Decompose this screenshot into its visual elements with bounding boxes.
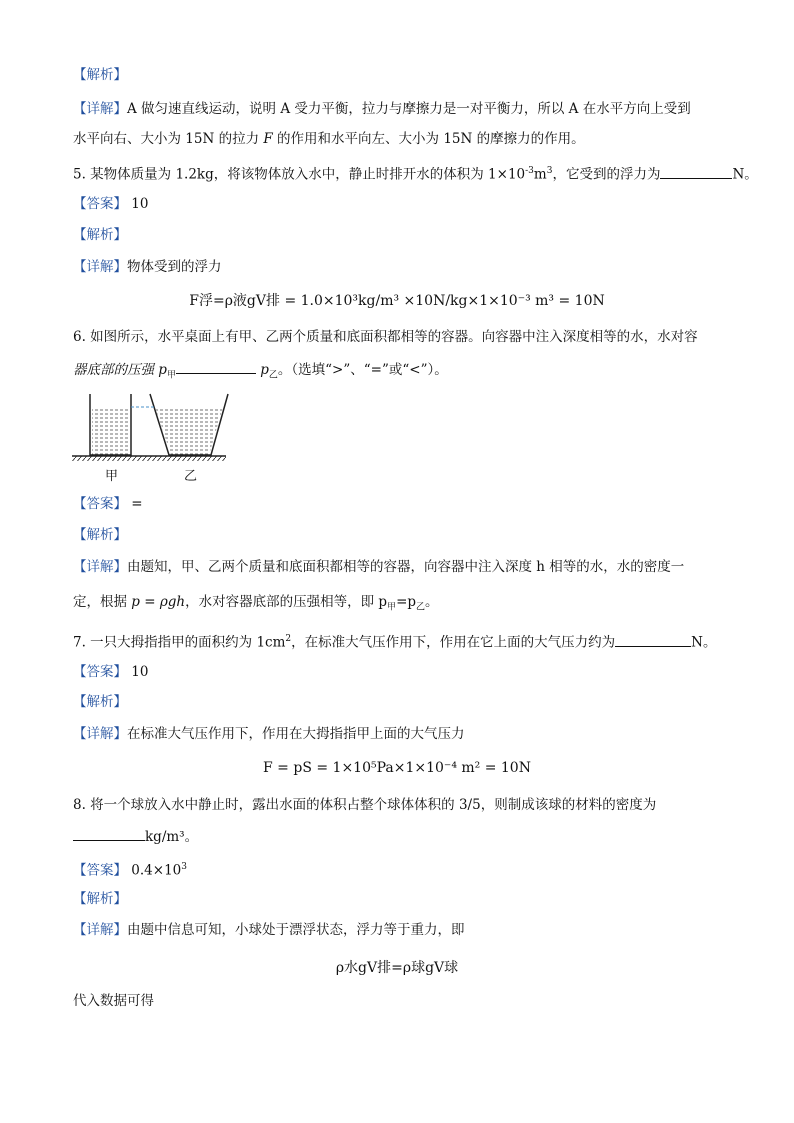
q7-answer: 【答案】 10 — [73, 664, 149, 680]
q8-question-line2: kg/m³。 — [73, 827, 198, 846]
q4-detail-line2: 水平向右、大小为 15N 的拉力 F 的作用和水平向左、大小为 15N 的摩擦力的作用。 — [73, 131, 585, 147]
figure-label-jia: 甲 — [105, 469, 119, 484]
q5-equation: F浮=ρ液gV排 = 1.0×10³kg/m³ ×10N/kg×1×10⁻³ m³ = 10N — [189, 293, 605, 309]
q4-detail-line1: 【详解】A 做匀速直线运动，说明 A 受力平衡，拉力与摩擦力是一对平衡力，所以 A 在水平方向上受到 — [73, 101, 691, 117]
q6-question-line2: 器底部的压强 $p_甲$ $p_乙$。（选填“>”、“=”或“<”）。 — [73, 362, 448, 381]
q7-analysis-heading: 【解析】 — [73, 694, 127, 710]
q6-detail-line1: 【详解】由题知，甲、乙两个质量和底面积都相等的容器，向容器中注入深度 h 相等的水，水的密度一 — [73, 559, 685, 575]
containers-figure — [70, 392, 230, 462]
q6-answer: 【答案】 = — [73, 496, 143, 512]
q8-analysis-heading: 【解析】 — [73, 891, 127, 907]
figure-label-yi: 乙 — [184, 469, 198, 484]
q8-question-line1: 8. 将一个球放入水中静止时，露出水面的体积占整个球体体积的 3/5，则制成该球的材料的密度为 — [73, 797, 657, 813]
q7-question: 7. 一只大拇指指甲的面积约为 $1cm^2$，在标准大气压作用下，作用在它上面的大气压力约为 N。 — [73, 634, 717, 651]
container-jia — [90, 394, 131, 455]
q8-answer: 【答案】 $0.4\times 10^3$ — [73, 862, 187, 879]
container-yi — [150, 394, 228, 455]
q5-question: 5. 某物体质量为 1.2kg，将该物体放入水中，静止时排开水的体积为 $1\times 10^{-3}m^3$，它受到的浮力为 N。 — [73, 166, 758, 183]
q7-detail: 【详解】在标准大气压作用下，作用在大拇指指甲上面的大气压力 — [73, 726, 465, 742]
q5-answer: 【答案】 10 — [73, 196, 149, 212]
analysis-heading: 【解析】 — [73, 67, 127, 83]
q6-question-line1: 6. 如图所示，水平桌面上有甲、乙两个质量和底面积都相等的容器。向容器中注入深度相等的水，水对容 — [73, 329, 698, 345]
q6-analysis-heading: 【解析】 — [73, 527, 127, 543]
q8-tail: 代入数据可得 — [73, 993, 154, 1009]
q8-equation: ρ水gV排=ρ球gV球 — [335, 960, 459, 976]
q5-analysis-heading: 【解析】 — [73, 227, 127, 243]
q8-detail: 【详解】由题中信息可知，小球处于漂浮状态，浮力等于重力，即 — [73, 922, 465, 938]
q7-equation: F = pS = 1×10⁵Pa×1×10⁻⁴ m² = 10N — [263, 760, 531, 776]
q5-detail: 【详解】物体受到的浮力 — [73, 259, 222, 275]
q6-detail-line2: 定，根据 p = ρgh，水对容器底部的压强相等，即 $p_甲=p_乙$。 — [73, 594, 439, 613]
